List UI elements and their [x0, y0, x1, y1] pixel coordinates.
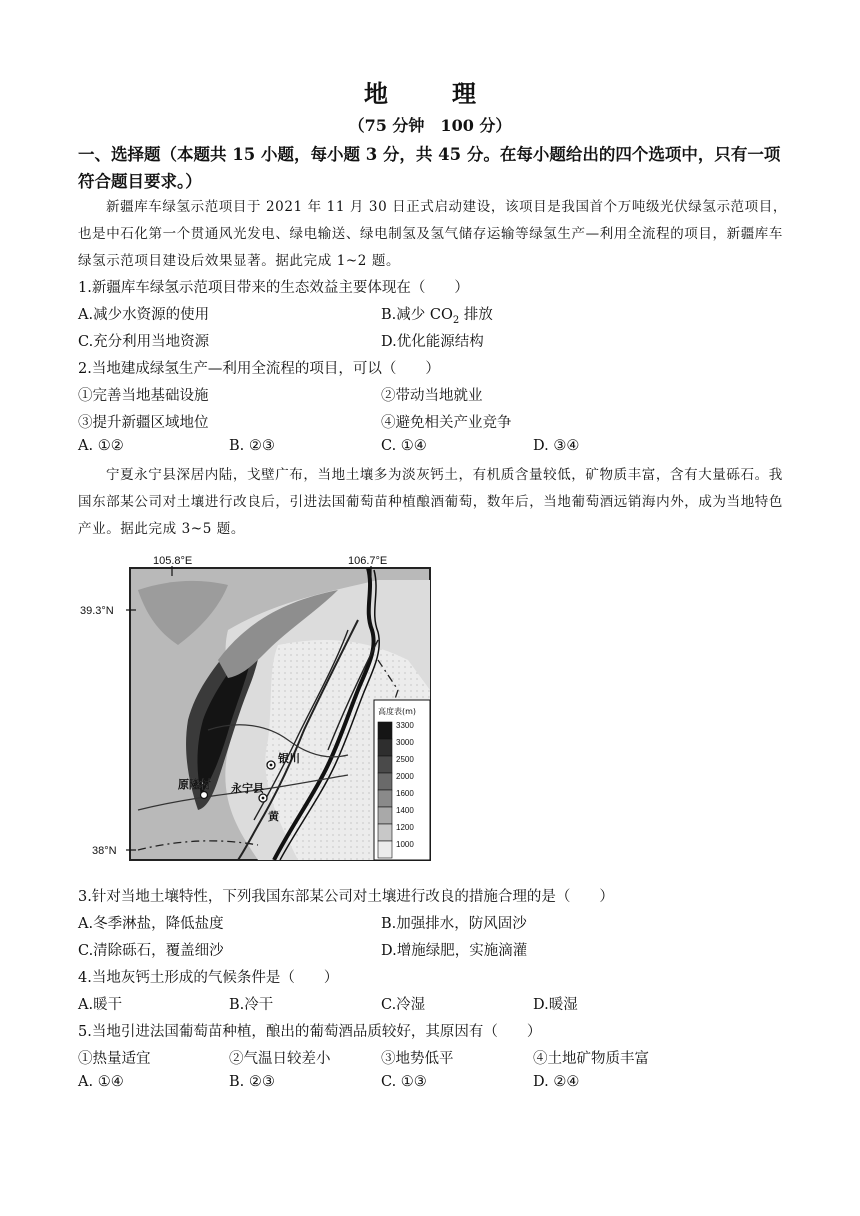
question-5-option-b: B. ②③: [229, 1074, 275, 1090]
legend-value: 1600: [396, 789, 414, 798]
question-2-option-d: D. ③④: [533, 438, 580, 454]
question-3-stem: 3.针对当地土壤特性，下列我国东部某公司对土壤进行改良的措施合理的是（ ）: [78, 889, 614, 905]
question-4-option-c: C.冷湿: [381, 997, 426, 1013]
question-5-option-d: D. ②④: [533, 1074, 580, 1090]
yuanlong-label: 原隆村: [178, 778, 211, 791]
question-2-option-b: B. ②③: [229, 438, 275, 454]
exam-duration-score: （75 分钟 100 分）: [348, 116, 512, 135]
legend-swatch: [378, 739, 392, 756]
yinchuan-label: 银川: [278, 752, 300, 765]
question-2-statement-4: ④避免相关产业竞争: [381, 415, 512, 431]
yongning-label: 永宁县: [231, 782, 264, 795]
question-2-option-c: C. ①④: [381, 438, 427, 454]
legend-swatch: [378, 722, 392, 739]
legend-swatch: [378, 773, 392, 790]
legend-swatch: [378, 807, 392, 824]
question-3-option-a: A.冬季淋盐，降低盐度: [78, 916, 224, 932]
yuanlong-marker: [201, 792, 208, 799]
question-2-statement-1: ①完善当地基础设施: [78, 388, 209, 404]
legend-swatch: [378, 790, 392, 807]
question-1-stem: 1.新疆库车绿氢示范项目带来的生态效益主要体现在（ ）: [78, 280, 469, 296]
legend-swatch: [378, 824, 392, 841]
question-3-option-c: C.清除砾石，覆盖细沙: [78, 943, 224, 959]
question-4-option-d: D.暖湿: [533, 997, 578, 1013]
latitude-top-label: 39.3°N: [80, 605, 114, 617]
question-5-option-a: A. ①④: [78, 1074, 124, 1090]
question-3-option-b: B.加强排水，防风固沙: [381, 916, 527, 932]
river-label: 黄: [268, 810, 279, 823]
question-5-statement-4: ④土地矿物质丰富: [533, 1051, 649, 1067]
passage-1: 新疆库车绿氢示范项目于 2021 年 11 月 30 日正式启动建设，该项目是我国首个万吨级光伏绿氢示范项目，也是中石化第一个贯通风光发电、绿电输送、绿电制氢及氢气储存运输等绿氢生产—利用全流程的项目，新疆库车绿氢示范项目建设后效果显著。据此完成 1~2 题。: [78, 199, 787, 269]
terrain-map: [78, 550, 434, 868]
legend-value: 2500: [396, 755, 414, 764]
question-2-statement-3: ③提升新疆区域地位: [78, 415, 209, 431]
question-4-option-a: A.暖干: [78, 997, 123, 1013]
longitude-right-label: 106.7°E: [348, 555, 388, 567]
section-heading: 一、选择题（本题共 15 小题，每小题 3 分，共 45 分。在每小题给出的四个选项中，只有一项符合题目要求。）: [78, 145, 781, 191]
legend-value: 2000: [396, 772, 414, 781]
latitude-bottom-label: 38°N: [92, 845, 117, 857]
question-4-option-b: B.冷干: [229, 997, 274, 1013]
question-2-statement-2: ②带动当地就业: [381, 388, 483, 404]
legend-value: 1200: [396, 823, 414, 832]
legend-swatch: [378, 841, 392, 858]
question-3-option-d: D.增施绿肥，实施滴灌: [381, 943, 528, 959]
longitude-left-label: 105.8°E: [153, 555, 193, 567]
question-5-statement-1: ①热量适宜: [78, 1051, 151, 1067]
question-2-option-a: A. ①②: [78, 438, 124, 454]
legend-value: 3000: [396, 738, 414, 747]
legend-value: 1400: [396, 806, 414, 815]
legend-swatch: [378, 756, 392, 773]
question-5-statement-3: ③地势低平: [381, 1051, 454, 1067]
elevation-legend: [374, 700, 430, 860]
question-1-option-c: C.充分利用当地资源: [78, 334, 210, 350]
question-5-statement-2: ②气温日较差小: [229, 1051, 331, 1067]
legend-value: 3300: [396, 721, 414, 730]
question-1-option-d: D.优化能源结构: [381, 334, 484, 350]
question-2-stem: 2.当地建成绿氢生产—利用全流程的项目，可以（ ）: [78, 361, 440, 377]
question-5-option-c: C. ①③: [381, 1074, 427, 1090]
legend-title: 高度表(m): [378, 707, 417, 716]
passage-2: 宁夏永宁县深居内陆，戈壁广布，当地土壤多为淡灰钙土，有机质含量较低，矿物质丰富，含有大量砾石。我国东部某公司对土壤进行改良后，引进法国葡萄苗种植酿酒葡萄，数年后，当地葡萄酒远销海内外，成为当地特色产业。据此完成 3~5 题。: [78, 467, 783, 537]
legend-value: 1000: [396, 840, 414, 849]
question-4-stem: 4.当地灰钙土形成的气候条件是（ ）: [78, 970, 339, 986]
question-1-option-a: A.减少水资源的使用: [78, 307, 210, 323]
question-1-option-b: B.减少 $CO_2$ 排放: [381, 307, 493, 326]
page-title: 地 理: [364, 79, 496, 108]
question-5-stem: 5.当地引进法国葡萄苗种植，酿出的葡萄酒品质较好，其原因有（ ）: [78, 1024, 542, 1040]
